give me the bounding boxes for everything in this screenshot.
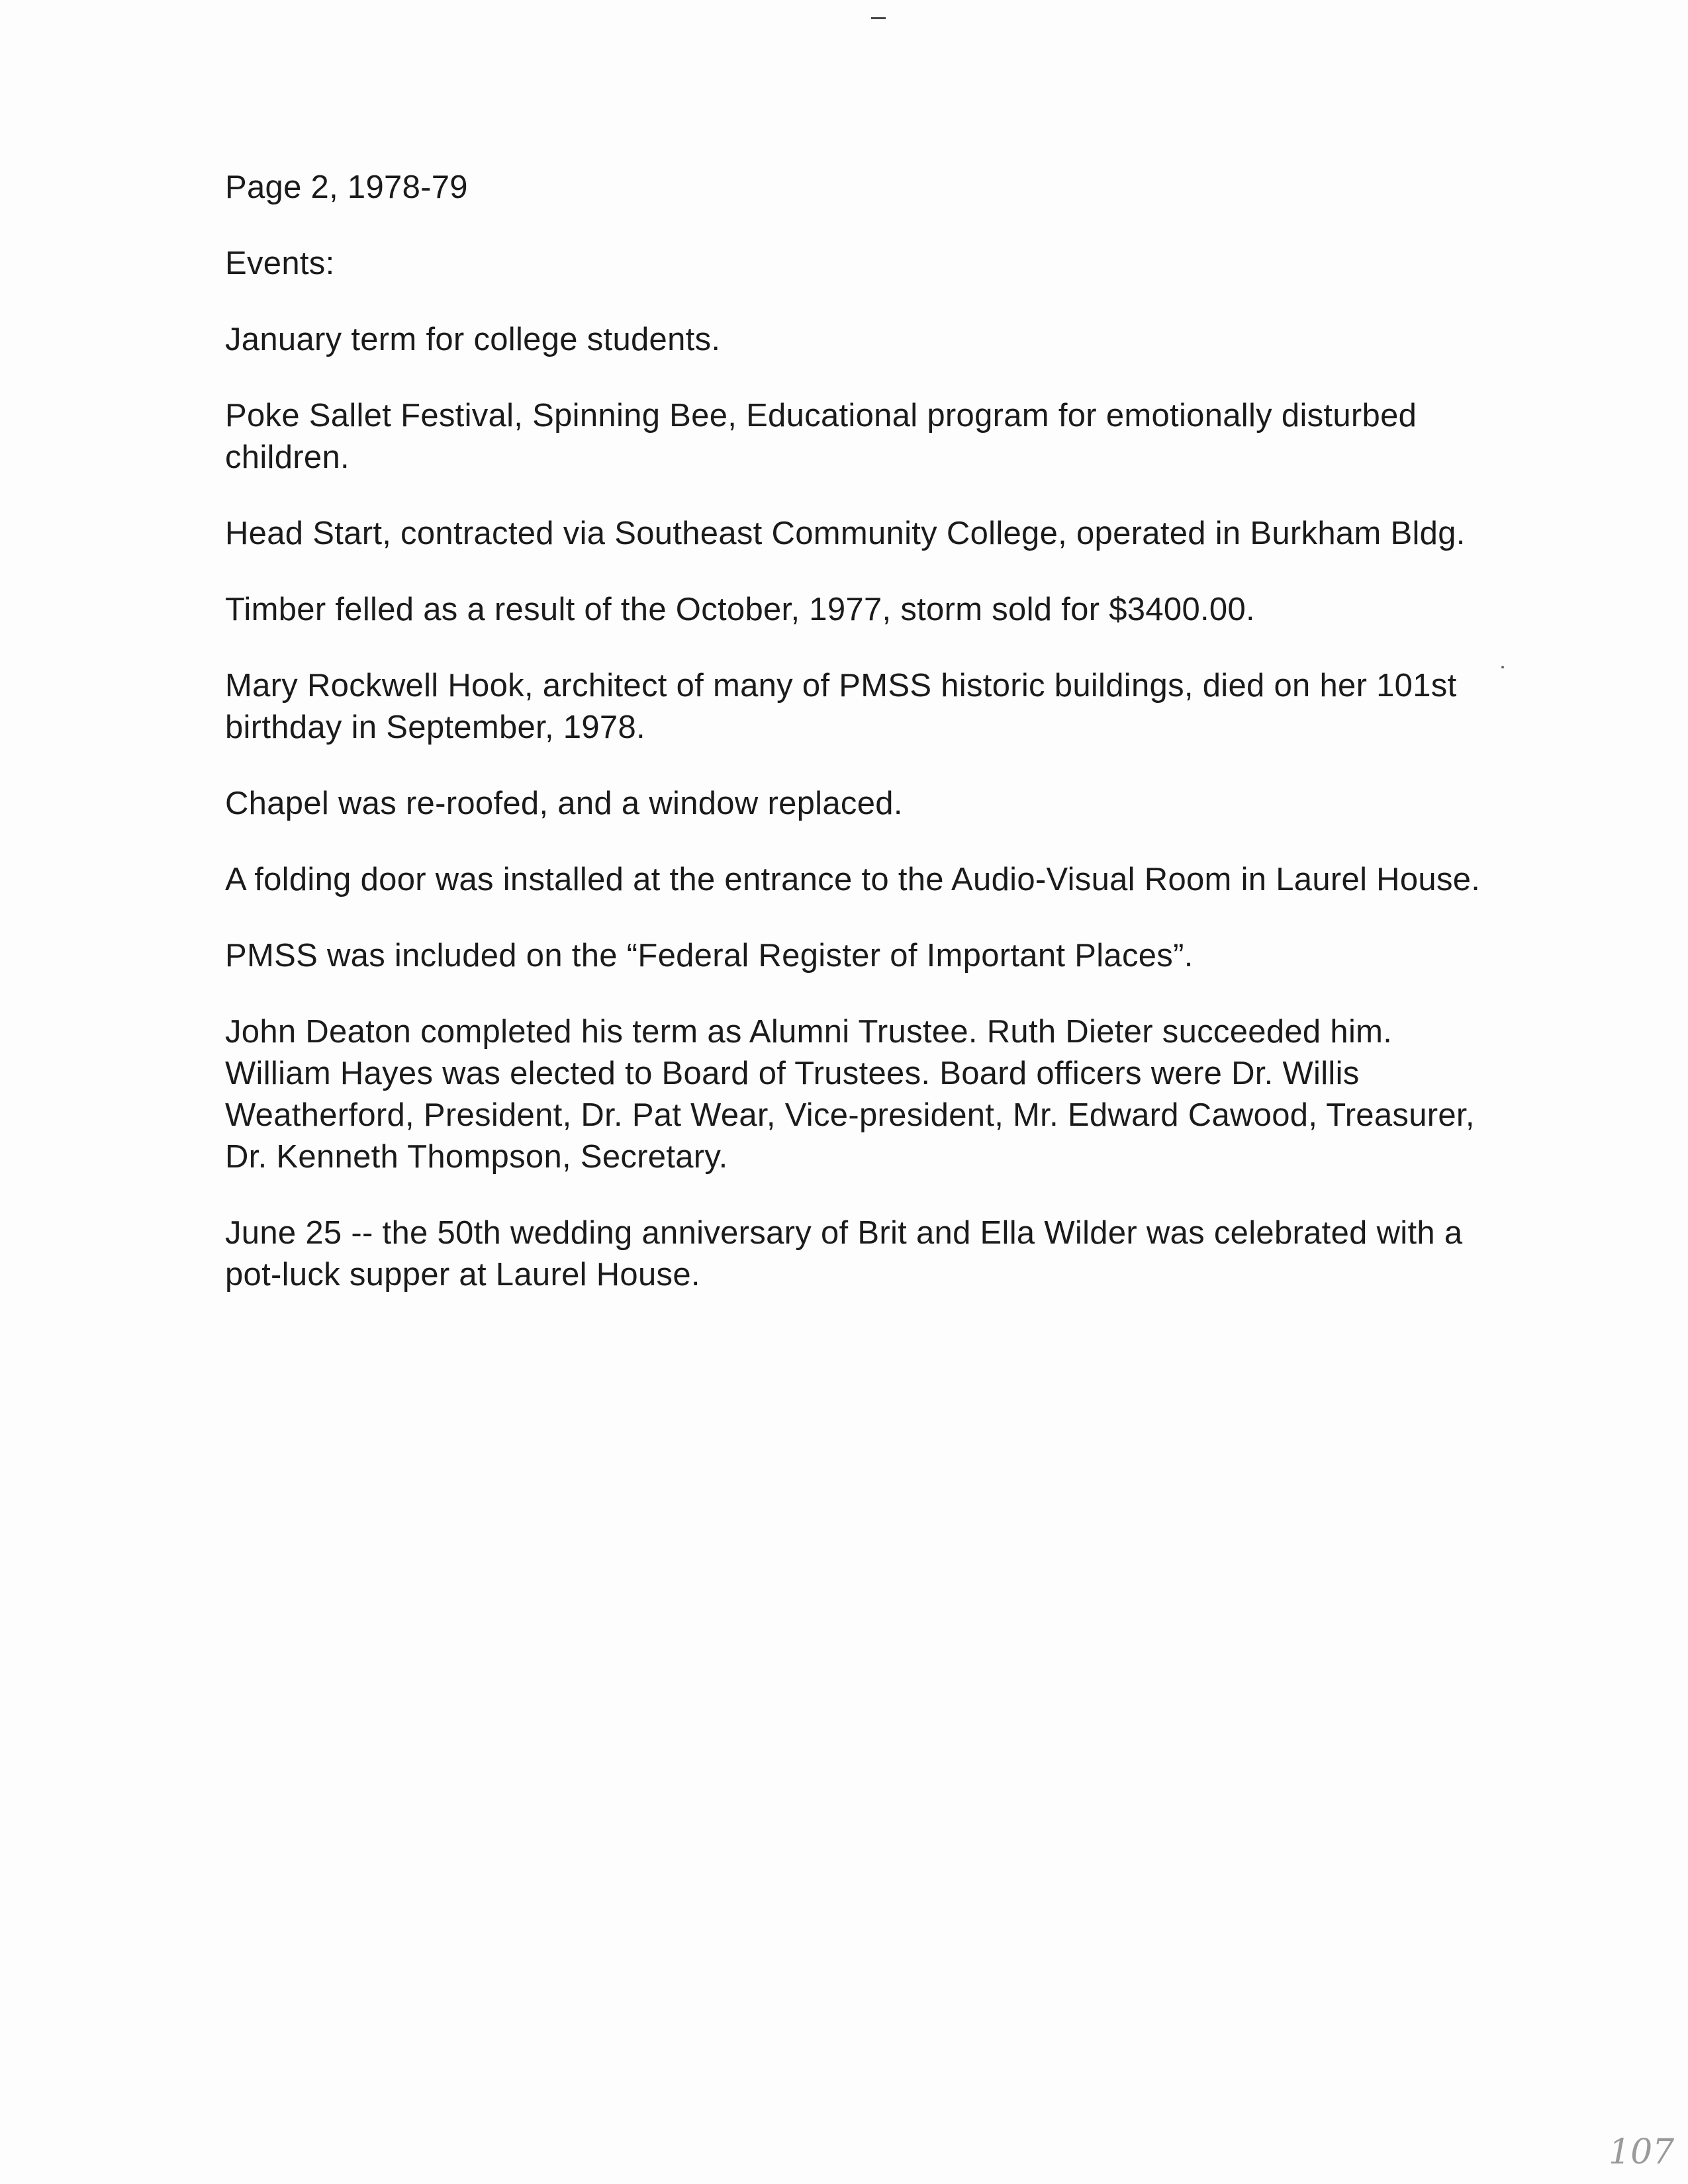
event-paragraph [225, 1212, 1549, 1296]
event-line: Timber felled as a result of the October, 1977, storm sold for $3400.00. [225, 592, 1255, 627]
event-line: children. [225, 439, 350, 475]
event-line: PMSS was included on the “Federal Register of Important Places”. [225, 938, 1194, 974]
event-paragraph [225, 935, 1549, 977]
event-paragraph [225, 319, 1549, 361]
event-line: William Hayes was elected to Board of Trustees. Board officers were Dr. Willis [225, 1056, 1360, 1091]
event-paragraph [225, 513, 1549, 555]
handwritten-page-number: 107 [1609, 2132, 1675, 2172]
event-line: Chapel was re-roofed, and a window replaced. [225, 786, 903, 821]
document-body [225, 167, 1549, 1330]
event-paragraph [225, 665, 1549, 749]
margin-mark [1501, 666, 1504, 668]
scan-mark [871, 17, 886, 19]
event-line: birthday in September, 1978. [225, 709, 645, 745]
event-line: A folding door was installed at the entrance to the Audio-Visual Room in Laurel House. [225, 862, 1481, 897]
event-paragraph [225, 859, 1549, 901]
event-paragraph [225, 1011, 1549, 1178]
event-line: Weatherford, President, Dr. Pat Wear, Vice-president, Mr. Edward Cawood, Treasurer, [225, 1097, 1475, 1133]
event-paragraph [225, 395, 1549, 478]
event-line: June 25 -- the 50th wedding anniversary of Brit and Ella Wilder was celebrated with a [225, 1215, 1463, 1251]
section-title: Events: [225, 246, 335, 281]
event-line: John Deaton completed his term as Alumni Trustee. Ruth Dieter succeeded him. [225, 1014, 1393, 1050]
event-line: Mary Rockwell Hook, architect of many of PMSS historic buildings, died on her 101st [225, 668, 1457, 704]
event-line: Dr. Kenneth Thompson, Secretary. [225, 1139, 728, 1175]
event-paragraph [225, 589, 1549, 631]
page-label: Page 2, 1978-79 [225, 169, 468, 205]
event-line: Poke Sallet Festival, Spinning Bee, Educational program for emotionally disturbed [225, 398, 1417, 433]
event-line: January term for college students. [225, 322, 721, 357]
event-paragraph [225, 783, 1549, 825]
event-line: pot-luck supper at Laurel House. [225, 1257, 700, 1293]
event-line: Head Start, contracted via Southeast Community College, operated in Burkham Bldg. [225, 516, 1466, 551]
